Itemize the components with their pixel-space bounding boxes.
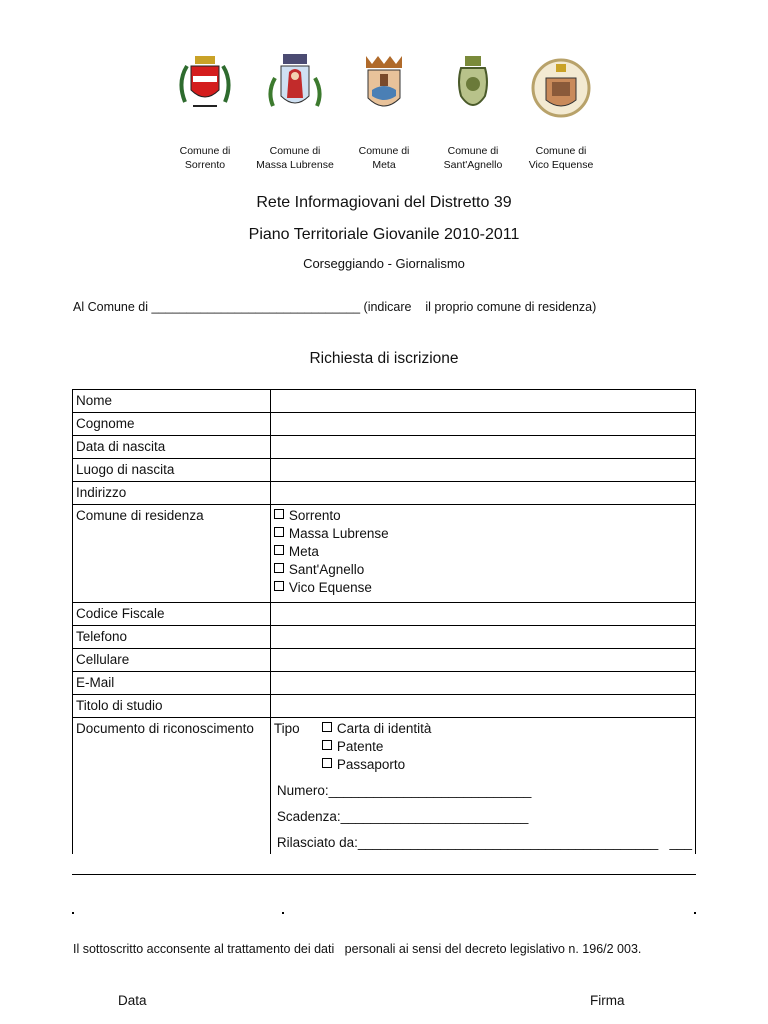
table-row xyxy=(73,505,696,603)
titolo-studio-label: Titolo di studio xyxy=(73,695,271,718)
checkbox-icon xyxy=(274,563,284,573)
checkbox-icon xyxy=(322,740,332,750)
sant-agnello-crest-icon xyxy=(443,52,503,124)
comune-option-sant-agnello[interactable] xyxy=(274,561,692,579)
doc-option-passaporto[interactable] xyxy=(322,756,692,774)
option-label: Meta xyxy=(288,544,319,559)
crest-caption-line1: Comune di xyxy=(269,145,321,157)
nome-field[interactable] xyxy=(270,390,695,413)
al-comune-line: Al Comune di ______________________________ (indicare il proprio comune di residenza) xyxy=(73,300,597,314)
network-title: Rete Informagiovani del Distretto 39 xyxy=(256,194,512,211)
table-row xyxy=(73,626,696,649)
documento-label: Documento di riconoscimento xyxy=(73,718,271,855)
email-field[interactable] xyxy=(270,672,695,695)
comune-option-meta[interactable] xyxy=(274,543,692,561)
divider-tick xyxy=(282,912,284,914)
divider-tick xyxy=(694,912,696,914)
option-label: Patente xyxy=(336,739,384,754)
email-label: E-Mail xyxy=(73,672,271,695)
checkbox-icon xyxy=(274,527,284,537)
crests-row xyxy=(0,52,768,182)
meta-crest-icon xyxy=(354,52,414,124)
table-bottom-divider xyxy=(72,874,696,878)
comune-residenza-options xyxy=(270,505,695,603)
comune-residenza-label: Comune di residenza xyxy=(73,505,271,603)
comune-option-vico-equense[interactable] xyxy=(274,579,692,597)
table-row xyxy=(73,718,696,855)
scadenza-field[interactable]: Scadenza:_________________________ xyxy=(276,809,529,824)
indirizzo-field[interactable] xyxy=(270,482,695,505)
crest-caption-line1: Comune di xyxy=(358,145,410,157)
crest-caption-line2: Massa Lubrense xyxy=(256,159,334,171)
table-row xyxy=(73,390,696,413)
titolo-studio-field[interactable] xyxy=(270,695,695,718)
table-row xyxy=(73,603,696,626)
table-row xyxy=(73,459,696,482)
cellulare-field[interactable] xyxy=(270,649,695,672)
luogo-nascita-label: Luogo di nascita xyxy=(73,459,271,482)
crest-caption-line2: Meta xyxy=(372,159,396,171)
data-nascita-label: Data di nascita xyxy=(73,436,271,459)
telefono-label: Telefono xyxy=(73,626,271,649)
checkbox-icon xyxy=(274,509,284,519)
documento-details xyxy=(270,718,695,855)
comune-option-massa-lubrense[interactable] xyxy=(274,525,692,543)
luogo-nascita-field[interactable] xyxy=(270,459,695,482)
crest-sant-agnello xyxy=(428,52,518,172)
doc-option-patente[interactable] xyxy=(322,738,692,756)
option-label: Sant'Agnello xyxy=(288,562,365,577)
cognome-field[interactable] xyxy=(270,413,695,436)
table-row xyxy=(73,482,696,505)
cellulare-label: Cellulare xyxy=(73,649,271,672)
codice-fiscale-field[interactable] xyxy=(270,603,695,626)
telefono-field[interactable] xyxy=(270,626,695,649)
registration-form-table xyxy=(72,389,696,854)
plan-title: Piano Territoriale Giovanile 2010-2011 xyxy=(248,226,520,243)
comune-option-sorrento[interactable] xyxy=(274,507,692,525)
checkbox-icon xyxy=(274,581,284,591)
crest-caption-line1: Comune di xyxy=(535,145,587,157)
table-row xyxy=(73,695,696,718)
crest-vico-equense xyxy=(516,52,606,172)
vico-equense-crest-icon xyxy=(528,52,594,124)
table-row xyxy=(73,672,696,695)
option-label: Carta di identità xyxy=(336,721,432,736)
doc-option-carta-identita[interactable] xyxy=(322,720,692,738)
option-label: Passaporto xyxy=(336,757,406,772)
tipo-label: Tipo xyxy=(273,721,300,736)
date-label: Data xyxy=(118,993,147,1008)
data-nascita-field[interactable] xyxy=(270,436,695,459)
divider-tick xyxy=(72,912,74,914)
option-label: Vico Equense xyxy=(288,580,372,595)
table-row xyxy=(73,436,696,459)
table-row xyxy=(73,413,696,436)
nome-label: Nome xyxy=(73,390,271,413)
checkbox-icon xyxy=(322,722,332,732)
course-title: Corseggiando - Giornalismo xyxy=(303,256,465,271)
crest-caption-line2: Sant'Agnello xyxy=(443,159,503,171)
crest-massa-lubrense xyxy=(250,52,340,172)
document-type-options xyxy=(322,720,692,774)
crest-caption-line2: Sorrento xyxy=(184,159,226,171)
crest-sorrento xyxy=(160,52,250,172)
option-label: Sorrento xyxy=(288,508,341,523)
indirizzo-label: Indirizzo xyxy=(73,482,271,505)
crest-caption-line1: Comune di xyxy=(179,145,231,157)
checkbox-icon xyxy=(274,545,284,555)
signature-label: Firma xyxy=(590,993,625,1008)
table-row xyxy=(73,649,696,672)
crest-meta xyxy=(339,52,429,172)
request-title: Richiesta di iscrizione xyxy=(309,350,459,367)
massa-lubrense-crest-icon xyxy=(265,52,325,124)
cognome-label: Cognome xyxy=(73,413,271,436)
crest-caption-line2: Vico Equense xyxy=(528,159,594,171)
codice-fiscale-label: Codice Fiscale xyxy=(73,603,271,626)
privacy-consent-text: Il sottoscritto acconsente al trattamento dei dati personali ai sensi del decreto legislativo n. 196/2 003. xyxy=(73,942,642,956)
rilasciato-field[interactable]: Rilasciato da:________________________________________ ___ xyxy=(276,835,692,850)
numero-field[interactable]: Numero:___________________________ xyxy=(276,783,532,798)
option-label: Massa Lubrense xyxy=(288,526,389,541)
sorrento-crest-icon xyxy=(175,52,235,114)
crest-caption-line1: Comune di xyxy=(447,145,499,157)
checkbox-icon xyxy=(322,758,332,768)
